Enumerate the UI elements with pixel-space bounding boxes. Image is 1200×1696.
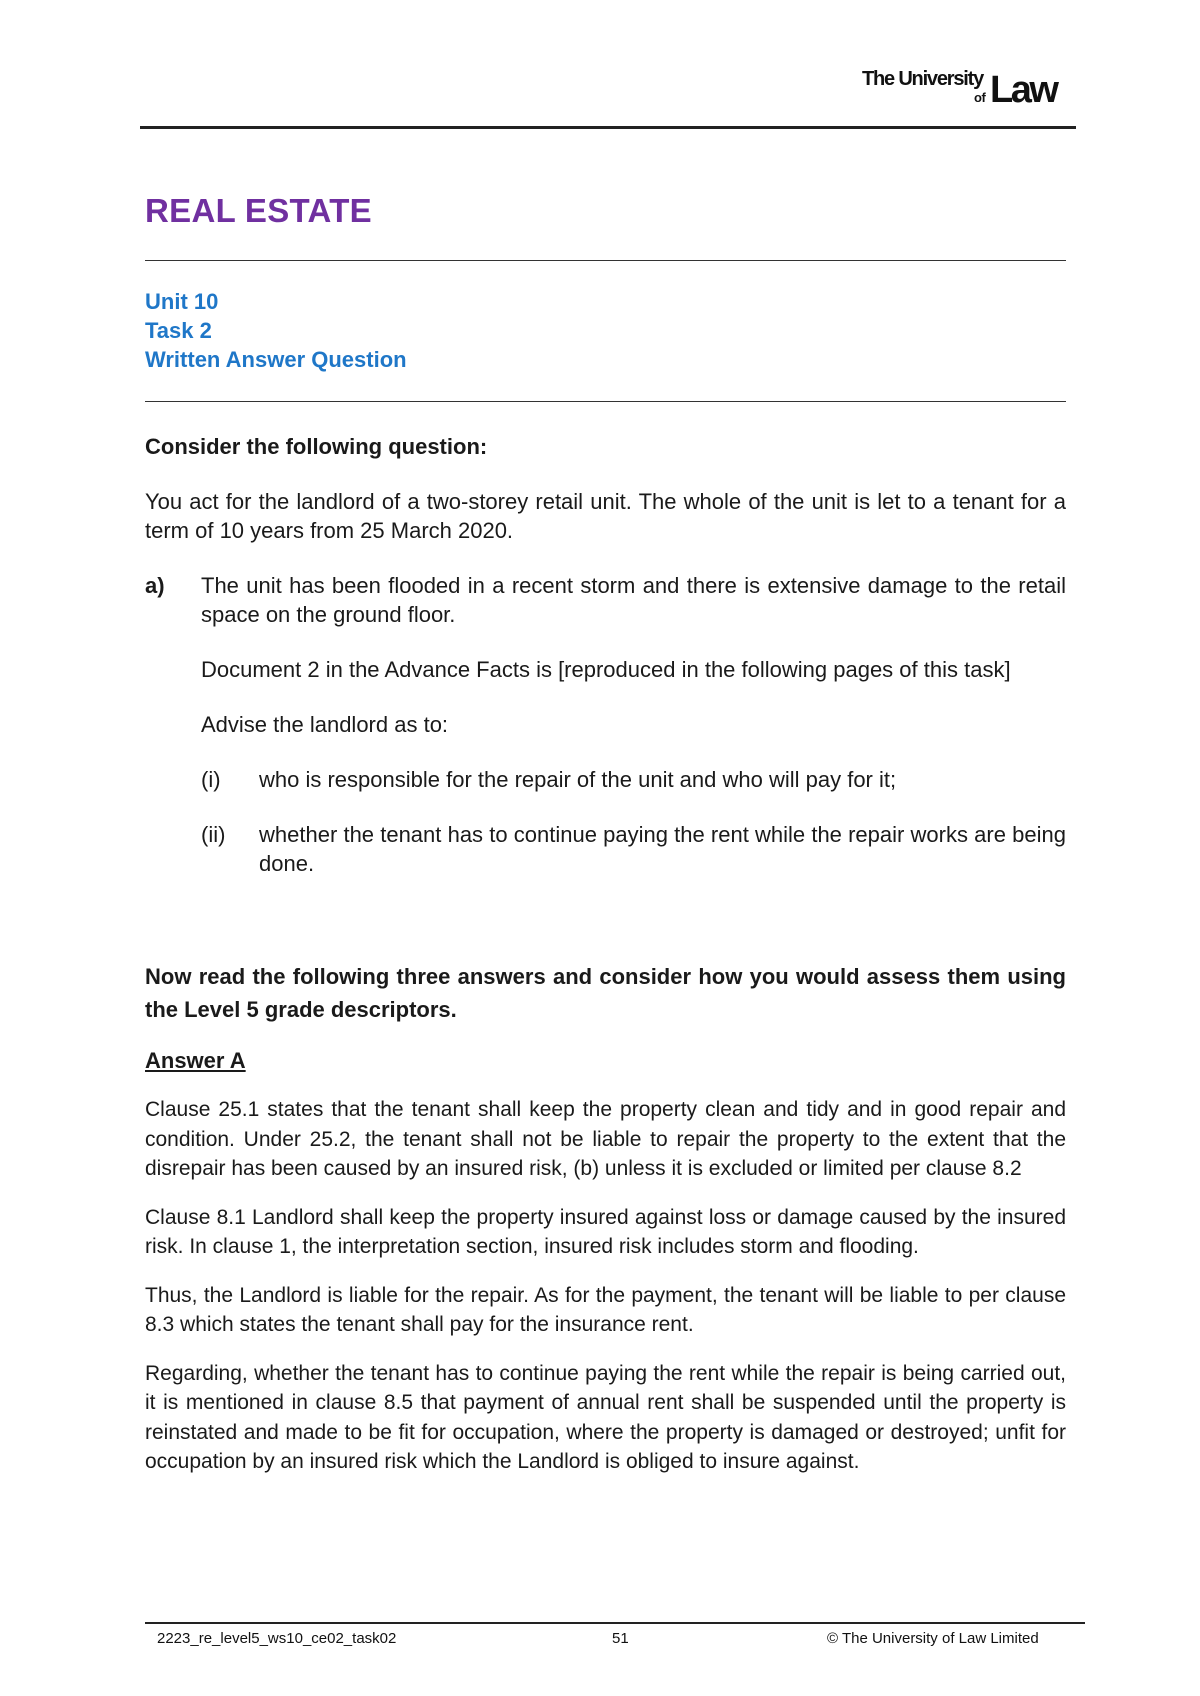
page-number: 51 bbox=[612, 1630, 629, 1647]
question-intro: You act for the landlord of a two-storey retail unit. The whole of the unit is let to a tenant for a term of 10 years from 25 March 2020. bbox=[145, 489, 1066, 543]
instruction-text: Now read the following three answers and consider how you would assess them using the Level 5 grade descriptors. bbox=[145, 964, 1066, 1022]
logo-line-2: of bbox=[974, 90, 986, 105]
divider-2 bbox=[145, 401, 1066, 402]
part-a-body bbox=[201, 571, 1066, 878]
task-type-label: Written Answer Question bbox=[145, 347, 407, 372]
task-meta bbox=[145, 287, 407, 374]
logo-line-3: Law bbox=[990, 69, 1057, 111]
part-a bbox=[145, 571, 1066, 878]
part-a-label: a) bbox=[145, 573, 165, 598]
logo-line-1: The University bbox=[862, 68, 984, 90]
part-a-text: The unit has been flooded in a recent storm and there is extensive damage to the retail space on the ground floor. bbox=[201, 573, 1066, 627]
page-title: REAL ESTATE bbox=[145, 192, 372, 229]
advise-line: Advise the landlord as to: bbox=[201, 712, 449, 737]
footer-rule bbox=[145, 1622, 1085, 1624]
divider-1 bbox=[145, 260, 1066, 261]
sub-item-text: whether the tenant has to continue paying the rent while the repair works are being done. bbox=[259, 822, 1066, 876]
answer-paragraph: Clause 8.1 Landlord shall keep the property insured against loss or damage caused by the insured risk. In clause 1, the interpretation section, insured risk includes storm and flooding. bbox=[145, 1205, 1066, 1258]
sub-item-text: who is responsible for the repair of the unit and who will pay for it; bbox=[259, 767, 897, 792]
answer-paragraph: Thus, the Landlord is liable for the repair. As for the payment, the tenant will be liable to per clause 8.3 which states the tenant shall pay for the insurance rent. bbox=[145, 1283, 1066, 1336]
header-rule bbox=[140, 126, 1076, 129]
document-body bbox=[145, 432, 1066, 1477]
university-logo bbox=[862, 64, 1072, 110]
sub-item bbox=[201, 765, 1066, 794]
unit-label: Unit 10 bbox=[145, 289, 219, 314]
task-label: Task 2 bbox=[145, 318, 212, 343]
sub-item-label: (ii) bbox=[201, 822, 226, 847]
footer-doc-code: 2223_re_level5_ws10_ce02_task02 bbox=[157, 1630, 397, 1647]
answer-paragraph: Clause 25.1 states that the tenant shall keep the property clean and tidy and in good repair and condition. Under 25.2, the tenant shall not be liable to repair the property to the extent that the disrepair has been caused by an insured risk, (b) unless it is excluded or limited per clause 8.2 bbox=[145, 1098, 1066, 1180]
document-note: Document 2 in the Advance Facts is [reproduced in the following pages of this task] bbox=[201, 657, 1011, 682]
footer-copyright: © The University of Law Limited bbox=[827, 1630, 1039, 1647]
answer-paragraph: Regarding, whether the tenant has to continue paying the rent while the repair is being carried out, it is mentioned in clause 8.5 that payment of annual rent shall be suspended until the property is reinstated and made to be fit for occupation, where the property is damaged or destroyed; unfit for occupation by an insured risk which the Landlord is obliged to insure against. bbox=[145, 1361, 1066, 1473]
question-heading: Consider the following question: bbox=[145, 434, 488, 459]
answer-a-heading: Answer A bbox=[145, 1048, 246, 1073]
sub-item bbox=[201, 820, 1066, 878]
sub-item-label: (i) bbox=[201, 767, 221, 792]
